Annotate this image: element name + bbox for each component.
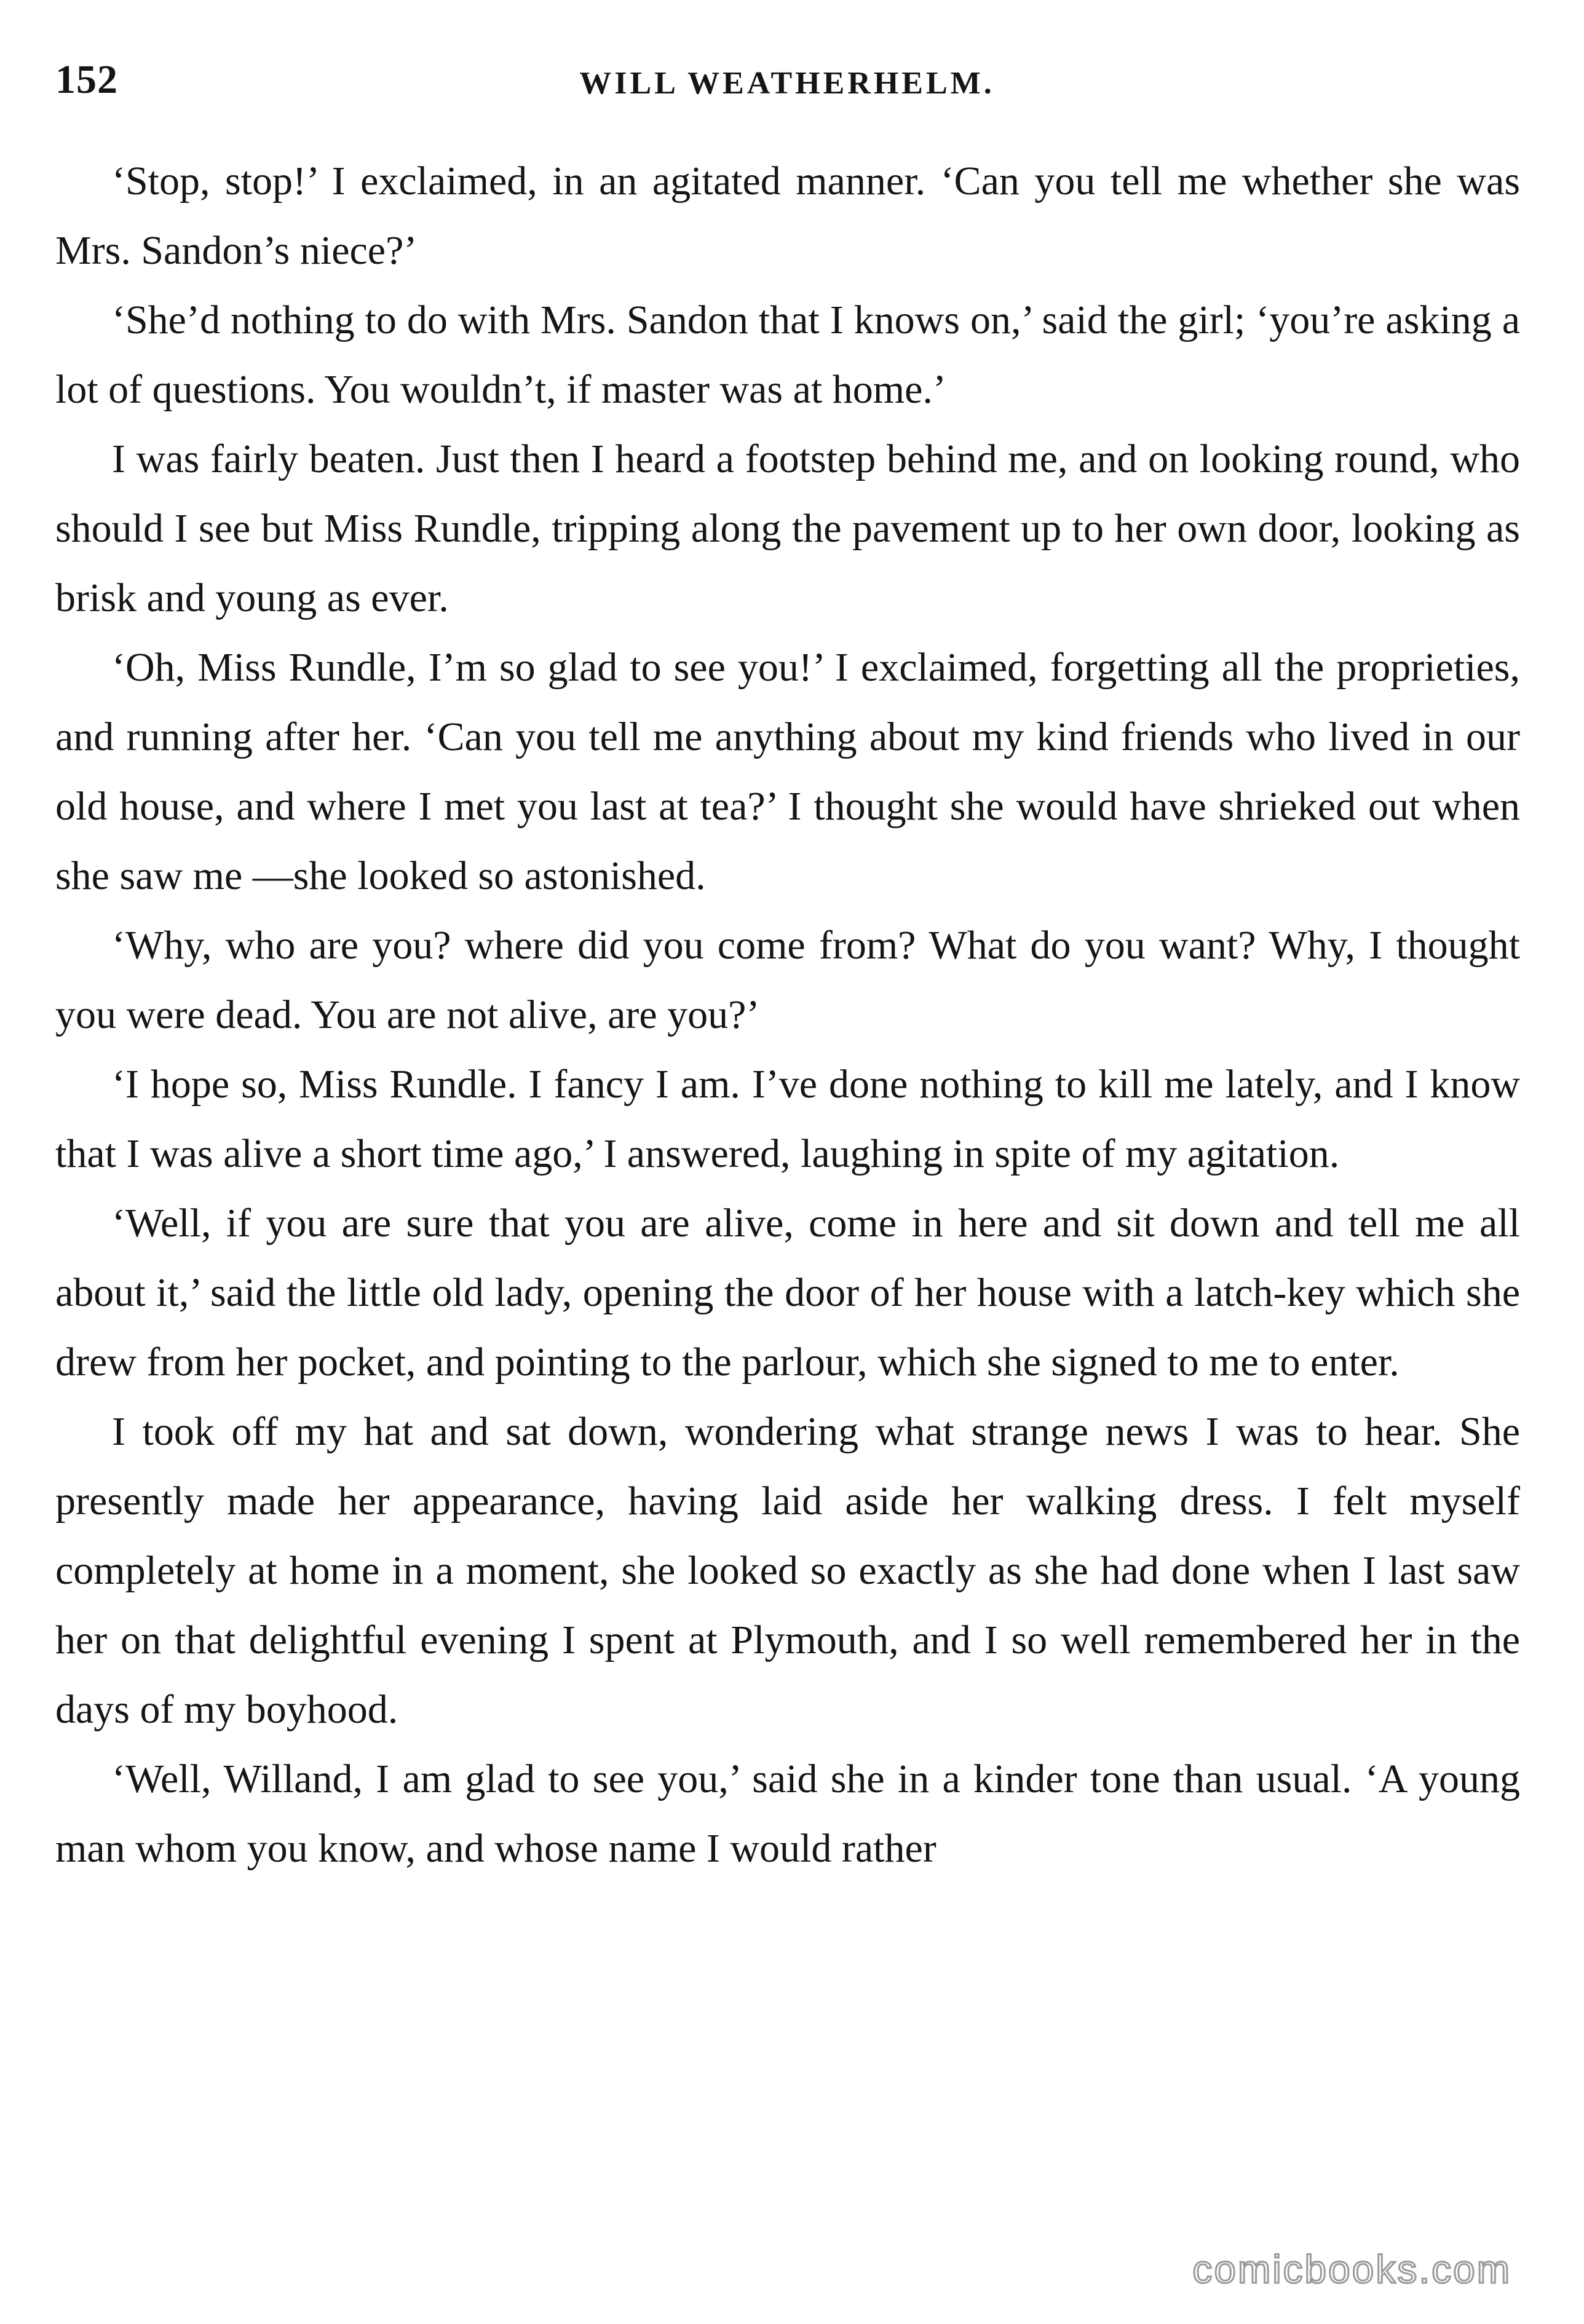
paragraph: I took off my hat and sat down, wondering what strange news I was to hear. She presently made her appearance, having laid aside her walking dress. I felt myself completely at home in a moment, she looked so exactly as she had done when I last saw her on that delightful evening I spent at Plymouth, and I so well remembered her in the days of my boyhood. (55, 1409, 1520, 1732)
paragraph: ‘She’d nothing to do with Mrs. Sandon that I knows on,’ said the girl; ‘you’re asking a lot of questions. You wouldn’t, if master was at home.’ (55, 298, 1520, 412)
paragraph: I was fairly beaten. Just then I heard a footstep behind me, and on looking round, who should I see but Miss Rundle, tripping along the pavement up to her own door, looking as brisk and young as ever. (55, 437, 1520, 620)
paragraph: ‘Stop, stop!’ I exclaimed, in an agitated manner. ‘Can you tell me whether she was Mrs. Sandon’s niece?’ (55, 159, 1520, 273)
running-title: WILL WEATHERHELM. (579, 66, 995, 101)
paragraph: ‘I hope so, Miss Rundle. I fancy I am. I’ve done nothing to kill me lately, and I know that I was alive a short time ago,’ I answered, laughing in spite of my agitation. (55, 1062, 1520, 1176)
paragraph: ‘Why, who are you? where did you come from? What do you want? Why, I thought you were dead. You are not alive, are you?’ (55, 923, 1520, 1037)
paragraph: ‘Well, Willand, I am glad to see you,’ said she in a kinder tone than usual. ‘A young man whom you know, and whose name I would rather (55, 1757, 1520, 1871)
paragraph: ‘Well, if you are sure that you are alive, come in here and sit down and tell me all about it,’ said the little old lady, opening the door of her house with a latch-key which she drew from her pocket, and pointing to the parlour, which she signed to me to enter. (55, 1201, 1520, 1385)
watermark: comicbooks.com (1192, 2247, 1511, 2291)
body-text (55, 146, 1520, 1883)
page-number: 152 (55, 57, 118, 102)
page-header (55, 57, 1519, 112)
paragraph: ‘Oh, Miss Rundle, I’m so glad to see you!’ I exclaimed, forgetting all the proprieties, and running after her. ‘Can you tell me anything about my kind friends who lived in our old house, and where I met you last at tea?’ I thought she would have shrieked out when she saw me —she looked so astonished. (55, 645, 1520, 898)
